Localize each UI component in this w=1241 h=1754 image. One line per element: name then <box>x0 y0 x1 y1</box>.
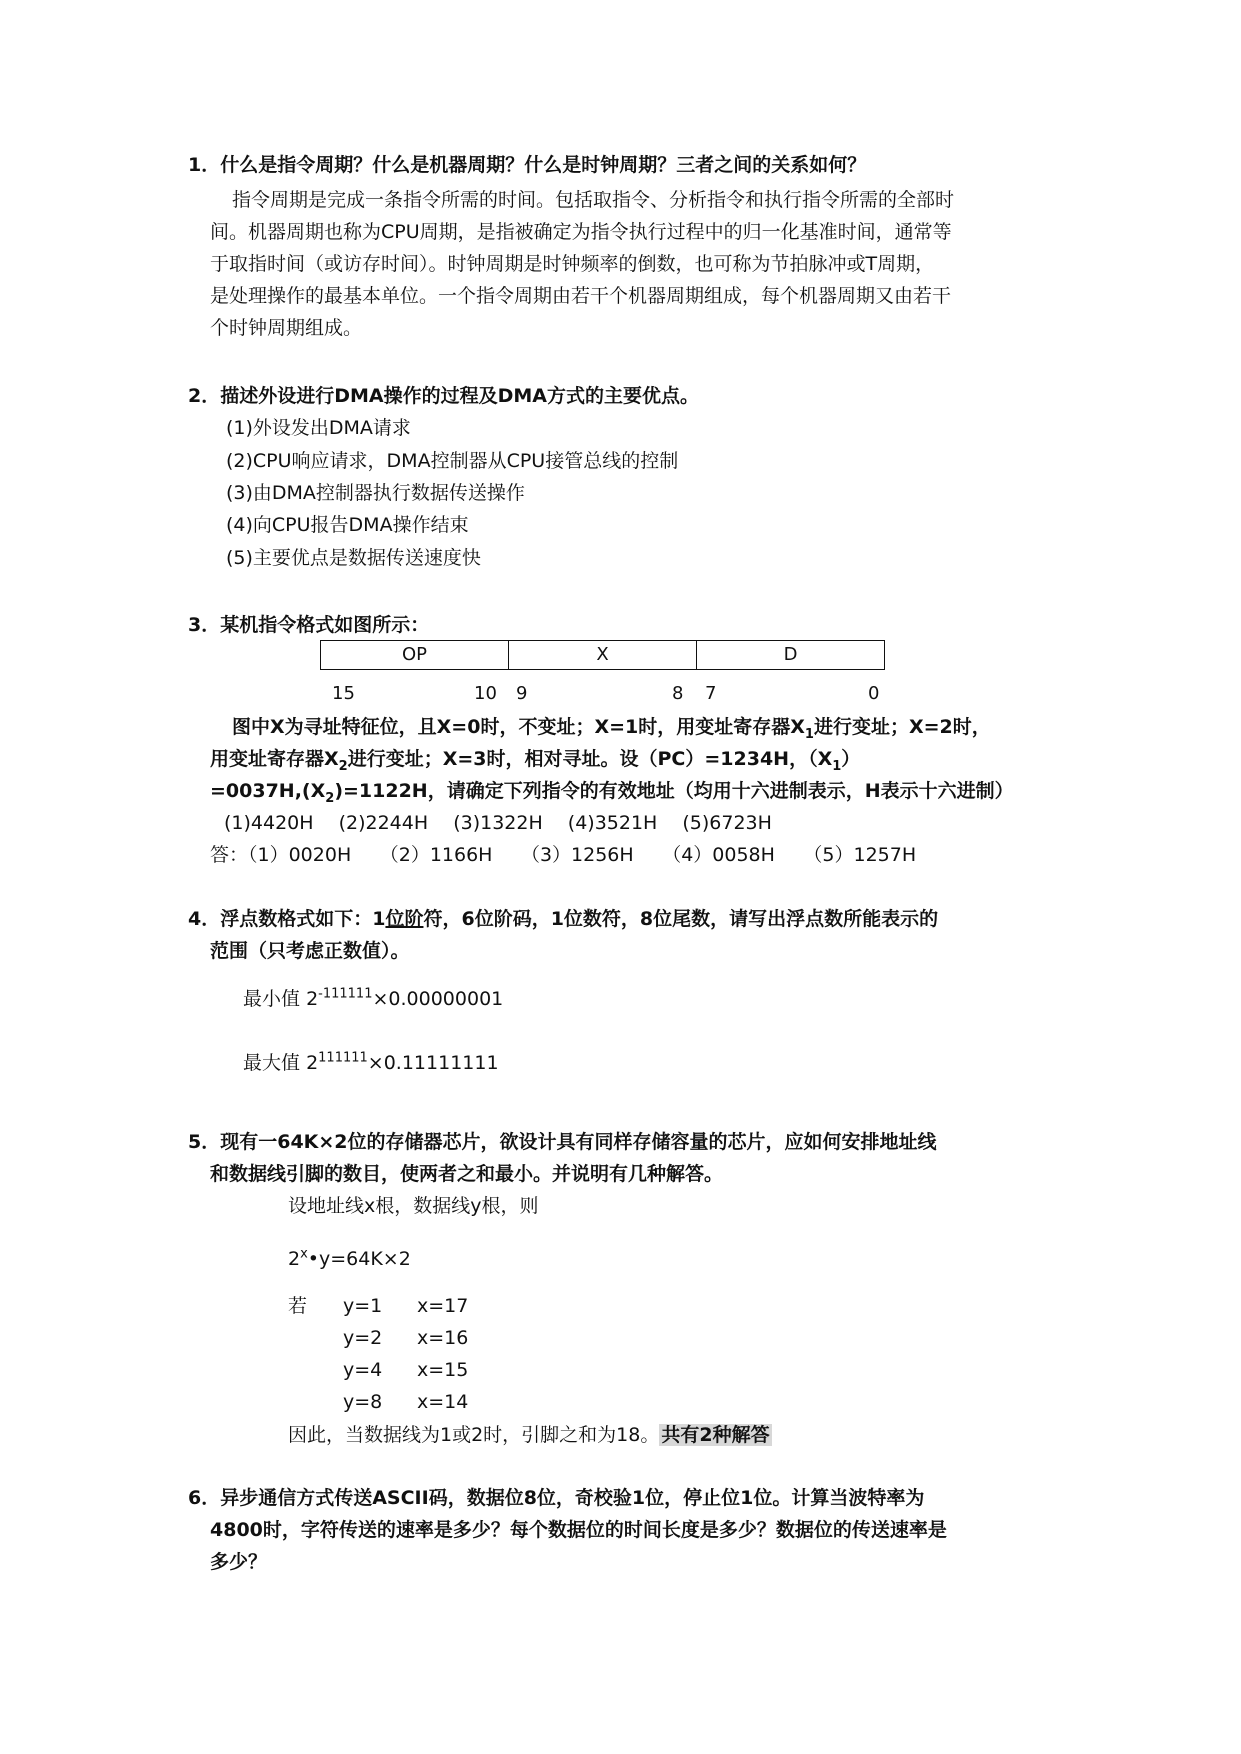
bit-15: 15 <box>332 683 355 704</box>
q5-row-x-3: x=15 <box>417 1359 469 1381</box>
q3-title: 3．某机指令格式如图所示： <box>188 614 430 636</box>
q6-line-1: 6．异步通信方式传送ASCII码，数据位8位，奇校验1位，停止位1位。计算当波特率为 <box>188 1487 925 1509</box>
q4-max-value: 最大值 $2^{111111}\times 0.11111111$ <box>243 1050 499 1074</box>
q5-equation: $2^x•y=64K\times 2$ <box>288 1246 411 1270</box>
field-x: X <box>508 641 696 669</box>
q4-title: 4．浮点数格式如下：1位阶符，6位阶码，1位数符，8位尾数，请写出浮点数所能表示的 <box>188 908 939 930</box>
bit-0: 0 <box>868 683 880 704</box>
q2-title: 2．描述外设进行DMA操作的过程及DMA方式的主要优点。 <box>188 385 699 407</box>
q2-item-4: (4)向CPU报告DMA操作结束 <box>226 514 469 536</box>
q2-item-3: (3)由DMA控制器执行数据传送操作 <box>226 482 525 504</box>
instruction-format-table <box>320 640 885 670</box>
q3-questions: (1)4420H (2)2244H (3)1322H (4)3521H (5)6723H <box>224 812 772 834</box>
q3-line-2: 用变址寄存器$X_2$进行变址；X=3时，相对寻址。设（PC）=1234H，$(X_1)$ <box>210 748 861 774</box>
q2-item-5: (5)主要优点是数据传送速度快 <box>226 547 481 569</box>
q6-line-3: 多少？ <box>210 1551 268 1573</box>
q4-title-2: 范围（只考虑正数值）。 <box>210 940 410 962</box>
q5-row-y-2: y=2 <box>343 1327 383 1349</box>
q1-line-3: 于取指时间（或访存时间）。时钟周期是时钟频率的倒数，也可称为节拍脉冲或T周期， <box>210 253 935 275</box>
q3-line-3: $=0037H,(X_2)=1122H$，请确定下列指令的有效地址（均用十六进制表示，H表示十六进制） <box>210 780 1014 806</box>
q5-highlight: 共有2种解答 <box>661 1424 770 1446</box>
q1-title: 1．什么是指令周期？什么是机器周期？什么是时钟周期？三者之间的关系如何？ <box>188 154 867 176</box>
q5-title: 5．现有一64K×2位的存储器芯片，欲设计具有同样存储容量的芯片，应如何安排地址线 <box>188 1131 937 1153</box>
q1-line-2: 间。机器周期也称为CPU周期，是指被确定为指令执行过程中的归一化基准时间，通常等 <box>210 221 952 243</box>
q5-row-x-4: x=14 <box>417 1391 469 1413</box>
q3-line-1: 图中X为寻址特征位，且X=0时，不变址；X=1时，用变址寄存器$X_1$进行变址；X=2时， <box>232 716 991 742</box>
q4-min-value: 最小值 $2^{-111111}\times 0.00000001$ <box>243 986 504 1010</box>
field-d: D <box>696 641 884 669</box>
q5-conclusion: 因此，当数据线为1或2时，引脚之和为18。 共有2种解答 <box>288 1424 770 1446</box>
q5-row-y-1: y=1 <box>343 1295 383 1317</box>
field-op: OP <box>401 644 428 665</box>
bit-7: 7 <box>705 683 717 704</box>
q6-line-2: 4800时，字符传送的速率是多少？每个数据位的时间长度是多少？数据位的传送速率是 <box>210 1519 947 1541</box>
bit-8: 8 <box>672 683 684 704</box>
bit-9: 9 <box>516 683 528 704</box>
q1-line-4: 是处理操作的最基本单位。一个指令周期由若干个机器周期组成，每个机器周期又由若干 <box>210 285 952 307</box>
q1-line-1: 指令周期是完成一条指令所需的时间。包括取指令、分析指令和执行指令所需的全部时 <box>232 189 955 211</box>
q5-row-y-3: y=4 <box>343 1359 383 1381</box>
q5-title-2: 和数据线引脚的数目，使两者之和最小。并说明有几种解答。 <box>210 1163 724 1185</box>
q5-row-y-4: y=8 <box>343 1391 383 1413</box>
q5-row-x-2: x=16 <box>417 1327 469 1349</box>
q5-row-x-1: x=17 <box>417 1295 469 1317</box>
q5-intro: 设地址线x根，数据线y根，则 <box>288 1195 539 1217</box>
q5-if-label: 若 <box>288 1295 308 1317</box>
q2-item-1: (1)外设发出DMA请求 <box>226 417 411 439</box>
q3-answer: 答：（1）0020H （2）1166H （3）1256H （4）0058H （5）1257H <box>210 844 917 866</box>
q1-line-5: 个时钟周期组成。 <box>210 317 363 339</box>
bit-10: 10 <box>474 683 497 704</box>
q2-item-2: (2)CPU响应请求，DMA控制器从CPU接管总线的控制 <box>226 450 679 472</box>
